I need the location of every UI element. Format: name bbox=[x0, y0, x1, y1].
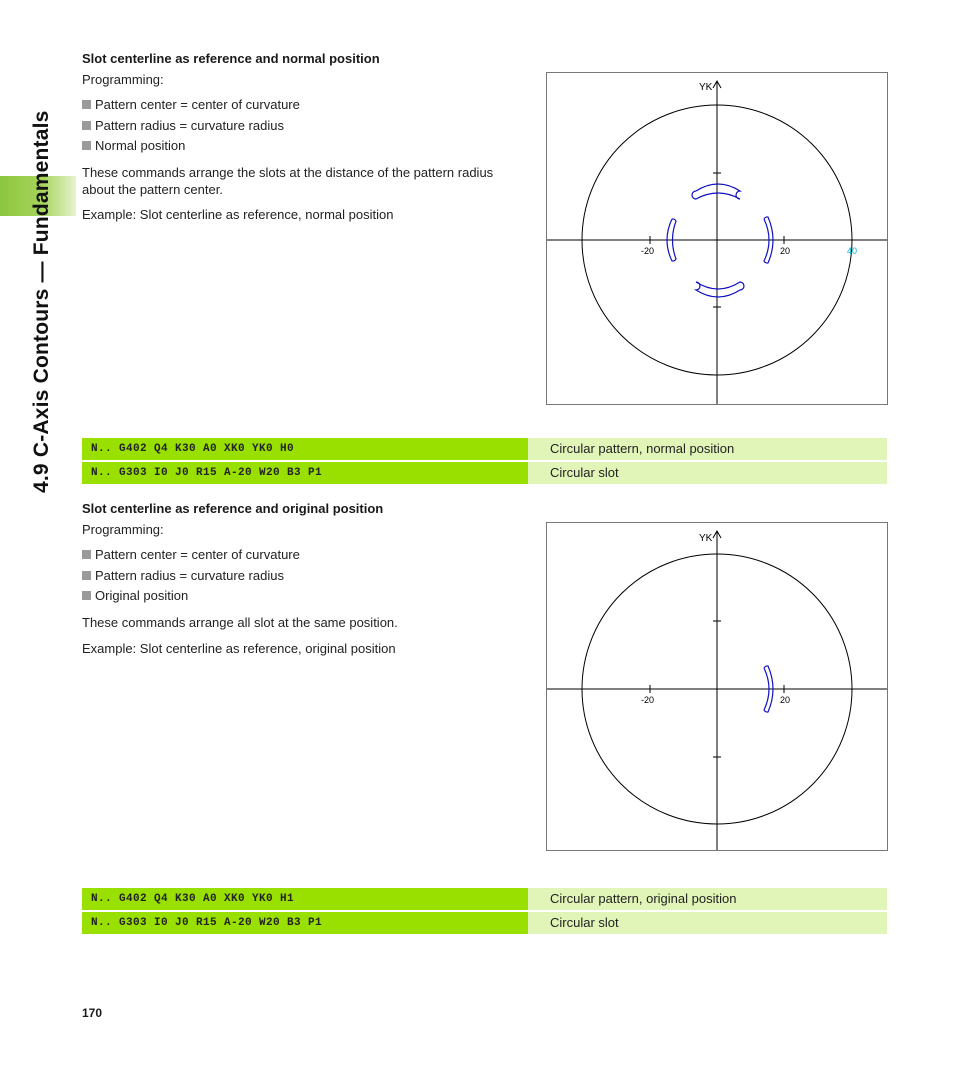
section2-bullet: Pattern center = center of curvature bbox=[82, 547, 300, 562]
section2-bullet: Pattern radius = curvature radius bbox=[82, 568, 284, 583]
bullet-square-icon bbox=[82, 100, 91, 109]
code-row bbox=[82, 462, 887, 484]
section1-bullet: Normal position bbox=[82, 138, 185, 153]
code-description: Circular slot bbox=[528, 462, 887, 484]
slot-bottom bbox=[696, 282, 744, 297]
chapter-title: 4.9 C-Axis Contours — Fundamentals bbox=[30, 110, 53, 493]
section1-bullet: Pattern center = center of curvature bbox=[82, 97, 300, 112]
code-cell: N.. G303 I0 J0 R15 A-20 W20 B3 P1 bbox=[82, 462, 528, 484]
code-cell: N.. G303 I0 J0 R15 A-20 W20 B3 P1 bbox=[82, 912, 528, 934]
section1-description: These commands arrange the slots at the distance of the pattern radius about the pattern center. bbox=[82, 165, 494, 197]
code-row bbox=[82, 912, 887, 934]
bullet-square-icon bbox=[82, 121, 91, 130]
code-cell: N.. G402 Q4 K30 A0 XK0 YK0 H1 bbox=[82, 888, 528, 910]
code-description: Circular pattern, original position bbox=[528, 888, 887, 910]
tick-label-pos: 20 bbox=[780, 695, 791, 705]
code-row bbox=[82, 888, 887, 910]
pattern-normal-diagram bbox=[547, 73, 887, 404]
tick-label-far: 40 bbox=[847, 246, 858, 256]
tick-label-neg: -20 bbox=[641, 695, 655, 705]
section1-bullet: Pattern radius = curvature radius bbox=[82, 118, 284, 133]
bullet-square-icon bbox=[82, 141, 91, 150]
slot-top bbox=[692, 184, 740, 199]
page-number: 170 bbox=[82, 1006, 103, 1020]
axis-label-yk: YK bbox=[699, 533, 713, 544]
section1-heading: Slot centerline as reference and normal position bbox=[82, 51, 380, 66]
bullet-square-icon bbox=[82, 571, 91, 580]
axis-label-yk: YK bbox=[699, 82, 713, 93]
code-description: Circular pattern, normal position bbox=[528, 438, 887, 460]
code-row bbox=[82, 438, 887, 460]
section2-figure bbox=[546, 522, 888, 851]
bullet-square-icon bbox=[82, 550, 91, 559]
code-description: Circular slot bbox=[528, 912, 887, 934]
section1-programming: Programming: bbox=[82, 72, 164, 87]
tick-label-pos: 20 bbox=[780, 246, 791, 256]
section1-figure bbox=[546, 72, 888, 405]
section2-example: Example: Slot centerline as reference, original position bbox=[82, 641, 396, 656]
section2-description: These commands arrange all slot at the same position. bbox=[82, 615, 398, 630]
section2-bullet: Original position bbox=[82, 588, 188, 603]
section2-programming: Programming: bbox=[82, 522, 164, 537]
tick-label-neg: -20 bbox=[641, 246, 655, 256]
bullet-square-icon bbox=[82, 591, 91, 600]
code-cell: N.. G402 Q4 K30 A0 XK0 YK0 H0 bbox=[82, 438, 528, 460]
section2-heading: Slot centerline as reference and original position bbox=[82, 501, 384, 516]
section1-example: Example: Slot centerline as reference, normal position bbox=[82, 207, 394, 222]
pattern-original-diagram bbox=[547, 523, 887, 850]
